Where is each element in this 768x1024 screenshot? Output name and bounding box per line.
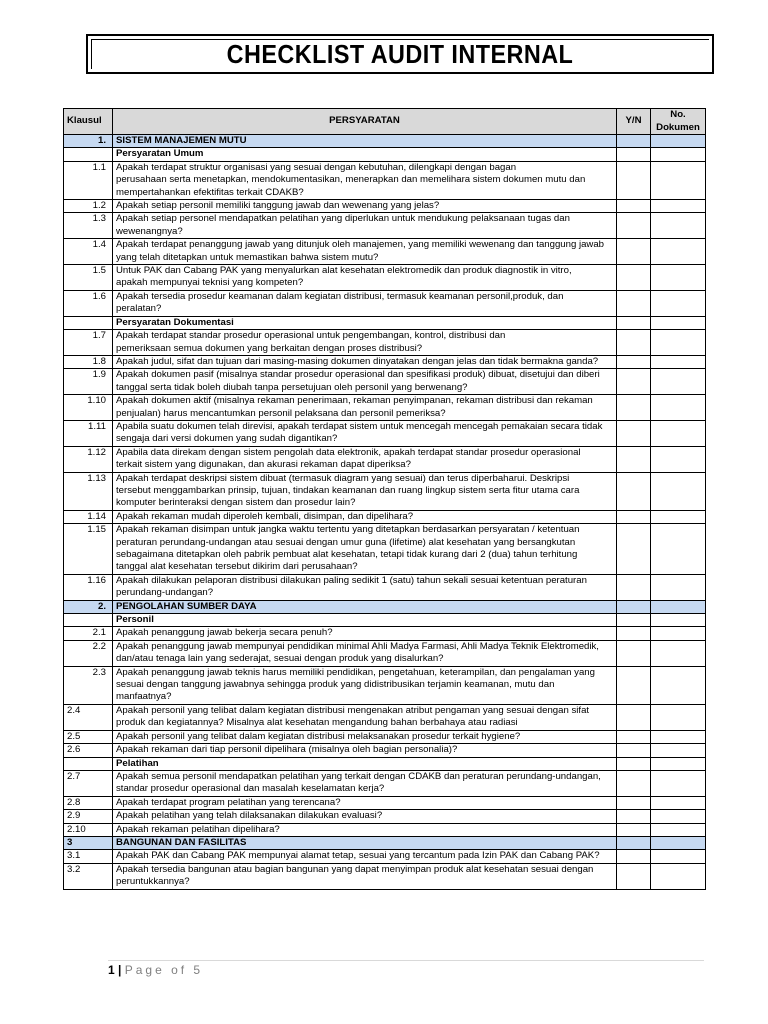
yn-cell[interactable] [617,330,651,356]
klausul-cell: 2.1 [64,627,113,640]
yn-cell[interactable] [617,135,651,148]
no-dokumen-cell[interactable] [651,600,706,613]
yn-cell[interactable] [617,420,651,446]
page-footer [108,963,203,977]
table-row [64,290,706,316]
checklist-table [63,108,706,890]
yn-cell[interactable] [617,836,651,849]
table-row [64,524,706,575]
requirement-cell: Persyaratan Umum [113,148,617,161]
yn-cell[interactable] [617,640,651,666]
yn-cell[interactable] [617,472,651,510]
table-row [64,330,706,356]
klausul-cell: 1.10 [64,395,113,421]
table-row [64,472,706,510]
no-dokumen-cell[interactable] [651,810,706,823]
klausul-cell: 2.10 [64,823,113,836]
requirement-cell: Apakah terdapat standar prosedur operasional untuk pengembangan, kontrol, distribusi dan pemeriksaan semua dokumen yang berkaitan dengan proses distribusi? [113,330,617,356]
table-row [64,823,706,836]
klausul-cell: 1.7 [64,330,113,356]
klausul-cell: 1.3 [64,213,113,239]
requirement-cell: Apakah rekaman mudah diperoleh kembali, disimpan, dan dipelihara? [113,510,617,523]
yn-cell[interactable] [617,863,651,889]
section-row [64,836,706,849]
requirement-cell: Apakah terdapat struktur organisasi yang sesuai dengan kebutuhan, dilengkapi dengan bagan perusahaan serta menetapkan, mendokumentasikan, menerapkan dan memelihara sistem dokumen mutu dan mempertahankan efektifitas terkait CDAKB? [113,161,617,199]
subsection-row [64,757,706,770]
requirement-cell: Apakah dokumen aktif (misalnya rekaman penerimaan, rekaman penyimpanan, rekaman distribusi dan rekaman penjualan) harus mencantumkan personil pelaksana dan personil pemeriksa? [113,395,617,421]
klausul-cell [64,614,113,627]
table-row [64,200,706,213]
requirement-cell: Apakah dilakukan pelaporan distribusi dilakukan paling sedikit 1 (satu) tahun sekali sesuai ketentuan peraturan perundang-undangan? [113,574,617,600]
klausul-cell: 1.14 [64,510,113,523]
requirement-cell: Apakah terdapat deskripsi sistem dibuat (termasuk diagram yang sesuai) dan terus diperbaharui. Deskripsi tersebut menggambarkan prinsip, tujuan, tindakan keamanan dan ruang lingkup sistem serta fitur utama cara komputer berinteraksi dengan sistem dan prosedur lain? [113,472,617,510]
yn-cell[interactable] [617,574,651,600]
no-dokumen-cell[interactable] [651,744,706,757]
klausul-cell [64,148,113,161]
yn-cell[interactable] [617,850,651,863]
no-dokumen-cell[interactable] [651,524,706,575]
no-dokumen-cell[interactable] [651,265,706,291]
requirement-cell: PENGOLAHAN SUMBER DAYA [113,600,617,613]
requirement-cell: Apakah penanggung jawab teknis harus memiliki pendidikan, pengetahuan, keterampilan, dan pengalaman yang sesuai dengan tanggung jawabnya sehingga produk yang didistribusikan terjamin keamanan, mutu dan manfaatnya? [113,666,617,704]
requirement-cell: Apakah setiap personel mendapatkan pelatihan yang diperlukan untuk mendukung pelaksanaan tugas dan wewenangnya? [113,213,617,239]
header-klausul: Klausul [64,109,113,135]
no-dokumen-cell[interactable] [651,369,706,395]
klausul-cell: 2.9 [64,810,113,823]
requirement-cell: Apakah tersedia prosedur keamanan dalam kegiatan distribusi, termasuk keamanan personil,produk, dan peralatan? [113,290,617,316]
yn-cell[interactable] [617,355,651,368]
no-dokumen-cell[interactable] [651,330,706,356]
yn-cell[interactable] [617,510,651,523]
no-dokumen-cell[interactable] [651,863,706,889]
requirement-cell: Apakah penanggung jawab mempunyai pendidikan minimal Ahli Madya Farmasi, Ahli Madya Teknik Elektromedik, dan/atau tenaga lain yang sederajat, sesuai dengan produk yang disalurkan? [113,640,617,666]
requirement-cell: SISTEM MANAJEMEN MUTU [113,135,617,148]
requirement-cell: Apakah personil yang telibat dalam kegiatan distribusi mengenakan atribut pengaman yang sesuai dengan sifat produk dan kegiatannya? Misalnya alat kesehatan mengandung bahan berbahaya atau radiasi [113,704,617,730]
table-header-row [64,109,706,135]
yn-cell[interactable] [617,704,651,730]
yn-cell[interactable] [617,757,651,770]
klausul-cell: 1.1 [64,161,113,199]
klausul-cell: 1.6 [64,290,113,316]
no-dokumen-cell[interactable] [651,148,706,161]
footer-divider [108,960,704,961]
klausul-cell: 2.3 [64,666,113,704]
subsection-row [64,316,706,329]
no-dokumen-cell[interactable] [651,770,706,796]
header-yn: Y/N [617,109,651,135]
yn-cell[interactable] [617,213,651,239]
requirement-cell: Apakah rekaman disimpan untuk jangka waktu tertentu yang ditetapkan berdasarkan persyaratan / ketentuan peraturan perundang-undangan atau sesuai dengan umur guna (lifetime) alat kesehatan yang bersangkutan sebagaimana ditetapkan oleh pabrik pembuat alat kesehatan, tetapi tidak kurang dari 2 (dua) tahun terhitung tanggal alat kesehatan tersebut dikirim dari perusahaan? [113,524,617,575]
klausul-cell: 2.5 [64,730,113,743]
klausul-cell [64,316,113,329]
requirement-cell: Apakah terdapat program pelatihan yang terencana? [113,796,617,809]
klausul-cell: 1.9 [64,369,113,395]
requirement-cell: Persyaratan Dokumentasi [113,316,617,329]
footer-separator: | [118,963,122,977]
klausul-cell: 3.2 [64,863,113,889]
table-row [64,265,706,291]
table-row [64,810,706,823]
klausul-cell: 2.7 [64,770,113,796]
table-row [64,420,706,446]
requirement-cell: Apakah setiap personil memiliki tanggung jawab dan wewenang yang jelas? [113,200,617,213]
subsection-row [64,614,706,627]
table-row [64,395,706,421]
requirement-cell: Apakah semua personil mendapatkan pelatihan yang terkait dengan CDAKB dan peraturan perundang-undangan, standar prosedur operasional dan masalah keselamatan kerja? [113,770,617,796]
yn-cell[interactable] [617,239,651,265]
subsection-row [64,148,706,161]
no-dokumen-cell[interactable] [651,666,706,704]
no-dokumen-cell[interactable] [651,420,706,446]
document-title: CHECKLIST AUDIT INTERNAL [226,39,574,69]
table-row [64,730,706,743]
requirement-cell: Apabila data direkam dengan sistem pengolah data elektronik, apakah terdapat standar prosedur operasional terkait sistem yang digunakan, dan akurasi rekaman dapat diperiksa? [113,446,617,472]
requirement-cell: Apakah PAK dan Cabang PAK mempunyai alamat tetap, sesuai yang tercantum pada Izin PAK dan Cabang PAK? [113,850,617,863]
no-dokumen-cell[interactable] [651,704,706,730]
table-row [64,574,706,600]
requirement-cell: Apakah dokumen pasif (misalnya standar prosedur operasional dan spesifikasi produk) dibuat, disetujui dan diberi tanggal serta tidak boleh diubah tanpa persetujuan oleh personil yang berwenang? [113,369,617,395]
no-dokumen-cell[interactable] [651,627,706,640]
requirement-cell: Untuk PAK dan Cabang PAK yang menyalurkan alat kesehatan elektromedik dan produk diagnostik in vitro, apakah mempunyai teknisi yang kompeten? [113,265,617,291]
table-row [64,640,706,666]
yn-cell[interactable] [617,161,651,199]
klausul-cell: 2.8 [64,796,113,809]
title-box [86,34,714,74]
yn-cell[interactable] [617,823,651,836]
klausul-cell: 1.2 [64,200,113,213]
table-row [64,369,706,395]
no-dokumen-cell[interactable] [651,446,706,472]
table-row [64,850,706,863]
requirement-cell: Apakah personil yang telibat dalam kegiatan distribusi melaksanakan prosedur terkait hygiene? [113,730,617,743]
yn-cell[interactable] [617,200,651,213]
requirement-cell: Pelatihan [113,757,617,770]
requirement-cell: Apakah rekaman dari tiap personil dipelihara (misalnya oleh bagian personalia)? [113,744,617,757]
klausul-cell: 3 [64,836,113,849]
yn-cell[interactable] [617,614,651,627]
requirement-cell: Apakah judul, sifat dan tujuan dari masing-masing dokumen dinyatakan dengan jelas dan tidak bermakna ganda? [113,355,617,368]
klausul-cell: 2. [64,600,113,613]
yn-cell[interactable] [617,666,651,704]
klausul-cell: 2.4 [64,704,113,730]
yn-cell[interactable] [617,369,651,395]
requirement-cell: Apabila suatu dokumen telah direvisi, apakah terdapat sistem untuk mencegah mencegah pemakaian secara tidak sengaja dari versi dokumen yang sudah digantikan? [113,420,617,446]
checklist-rows [64,135,706,890]
table-row [64,510,706,523]
klausul-cell: 2.2 [64,640,113,666]
no-dokumen-cell[interactable] [651,135,706,148]
klausul-cell [64,757,113,770]
no-dokumen-cell[interactable] [651,836,706,849]
yn-cell[interactable] [617,395,651,421]
no-dokumen-cell[interactable] [651,316,706,329]
section-row [64,135,706,148]
no-dokumen-cell[interactable] [651,640,706,666]
table-row [64,627,706,640]
klausul-cell: 1.4 [64,239,113,265]
page-number: 1 [108,963,115,977]
header-no-dokumen: No. Dokumen [651,109,706,135]
table-row [64,863,706,889]
section-row [64,600,706,613]
yn-cell[interactable] [617,316,651,329]
no-dokumen-cell[interactable] [651,730,706,743]
table-row [64,770,706,796]
requirement-cell: Personil [113,614,617,627]
klausul-cell: 3.1 [64,850,113,863]
no-dokumen-cell[interactable] [651,574,706,600]
yn-cell[interactable] [617,265,651,291]
yn-cell[interactable] [617,148,651,161]
page-of-text: Page of 5 [124,963,204,977]
yn-cell[interactable] [617,290,651,316]
no-dokumen-cell[interactable] [651,823,706,836]
requirement-cell: Apakah rekaman pelatihan dipelihara? [113,823,617,836]
klausul-cell: 2.6 [64,744,113,757]
yn-cell[interactable] [617,446,651,472]
no-dokumen-cell[interactable] [651,472,706,510]
no-dokumen-cell[interactable] [651,239,706,265]
klausul-cell: 1.16 [64,574,113,600]
yn-cell[interactable] [617,524,651,575]
klausul-cell: 1.12 [64,446,113,472]
no-dokumen-cell[interactable] [651,290,706,316]
table-row [64,355,706,368]
requirement-cell: BANGUNAN DAN FASILITAS [113,836,617,849]
no-dokumen-cell[interactable] [651,850,706,863]
yn-cell[interactable] [617,796,651,809]
header-persyaratan: PERSYARATAN [113,109,617,135]
table-row [64,239,706,265]
no-dokumen-cell[interactable] [651,510,706,523]
no-dokumen-cell[interactable] [651,757,706,770]
no-dokumen-cell[interactable] [651,614,706,627]
klausul-cell: 1.15 [64,524,113,575]
table-row [64,744,706,757]
requirement-cell: Apakah tersedia bangunan atau bagian bangunan yang dapat menyimpan produk alat kesehatan sesuai dengan peruntukkannya? [113,863,617,889]
klausul-cell: 1.13 [64,472,113,510]
table-row [64,796,706,809]
no-dokumen-cell[interactable] [651,161,706,199]
requirement-cell: Apakah terdapat penanggung jawab yang ditunjuk oleh manajemen, yang memiliki wewenang dan tanggung jawab yang telah ditetapkan untuk memastikan bahwa sistem mutu? [113,239,617,265]
no-dokumen-cell[interactable] [651,355,706,368]
no-dokumen-cell[interactable] [651,395,706,421]
table-row [64,161,706,199]
requirement-cell: Apakah pelatihan yang telah dilaksanakan dilakukan evaluasi? [113,810,617,823]
klausul-cell: 1.8 [64,355,113,368]
table-row [64,666,706,704]
yn-cell[interactable] [617,600,651,613]
yn-cell[interactable] [617,730,651,743]
requirement-cell: Apakah penanggung jawab bekerja secara penuh? [113,627,617,640]
klausul-cell: 1. [64,135,113,148]
yn-cell[interactable] [617,744,651,757]
yn-cell[interactable] [617,810,651,823]
yn-cell[interactable] [617,627,651,640]
klausul-cell: 1.5 [64,265,113,291]
yn-cell[interactable] [617,770,651,796]
table-row [64,704,706,730]
no-dokumen-cell[interactable] [651,213,706,239]
table-row [64,213,706,239]
table-row [64,446,706,472]
no-dokumen-cell[interactable] [651,796,706,809]
klausul-cell: 1.11 [64,420,113,446]
no-dokumen-cell[interactable] [651,200,706,213]
